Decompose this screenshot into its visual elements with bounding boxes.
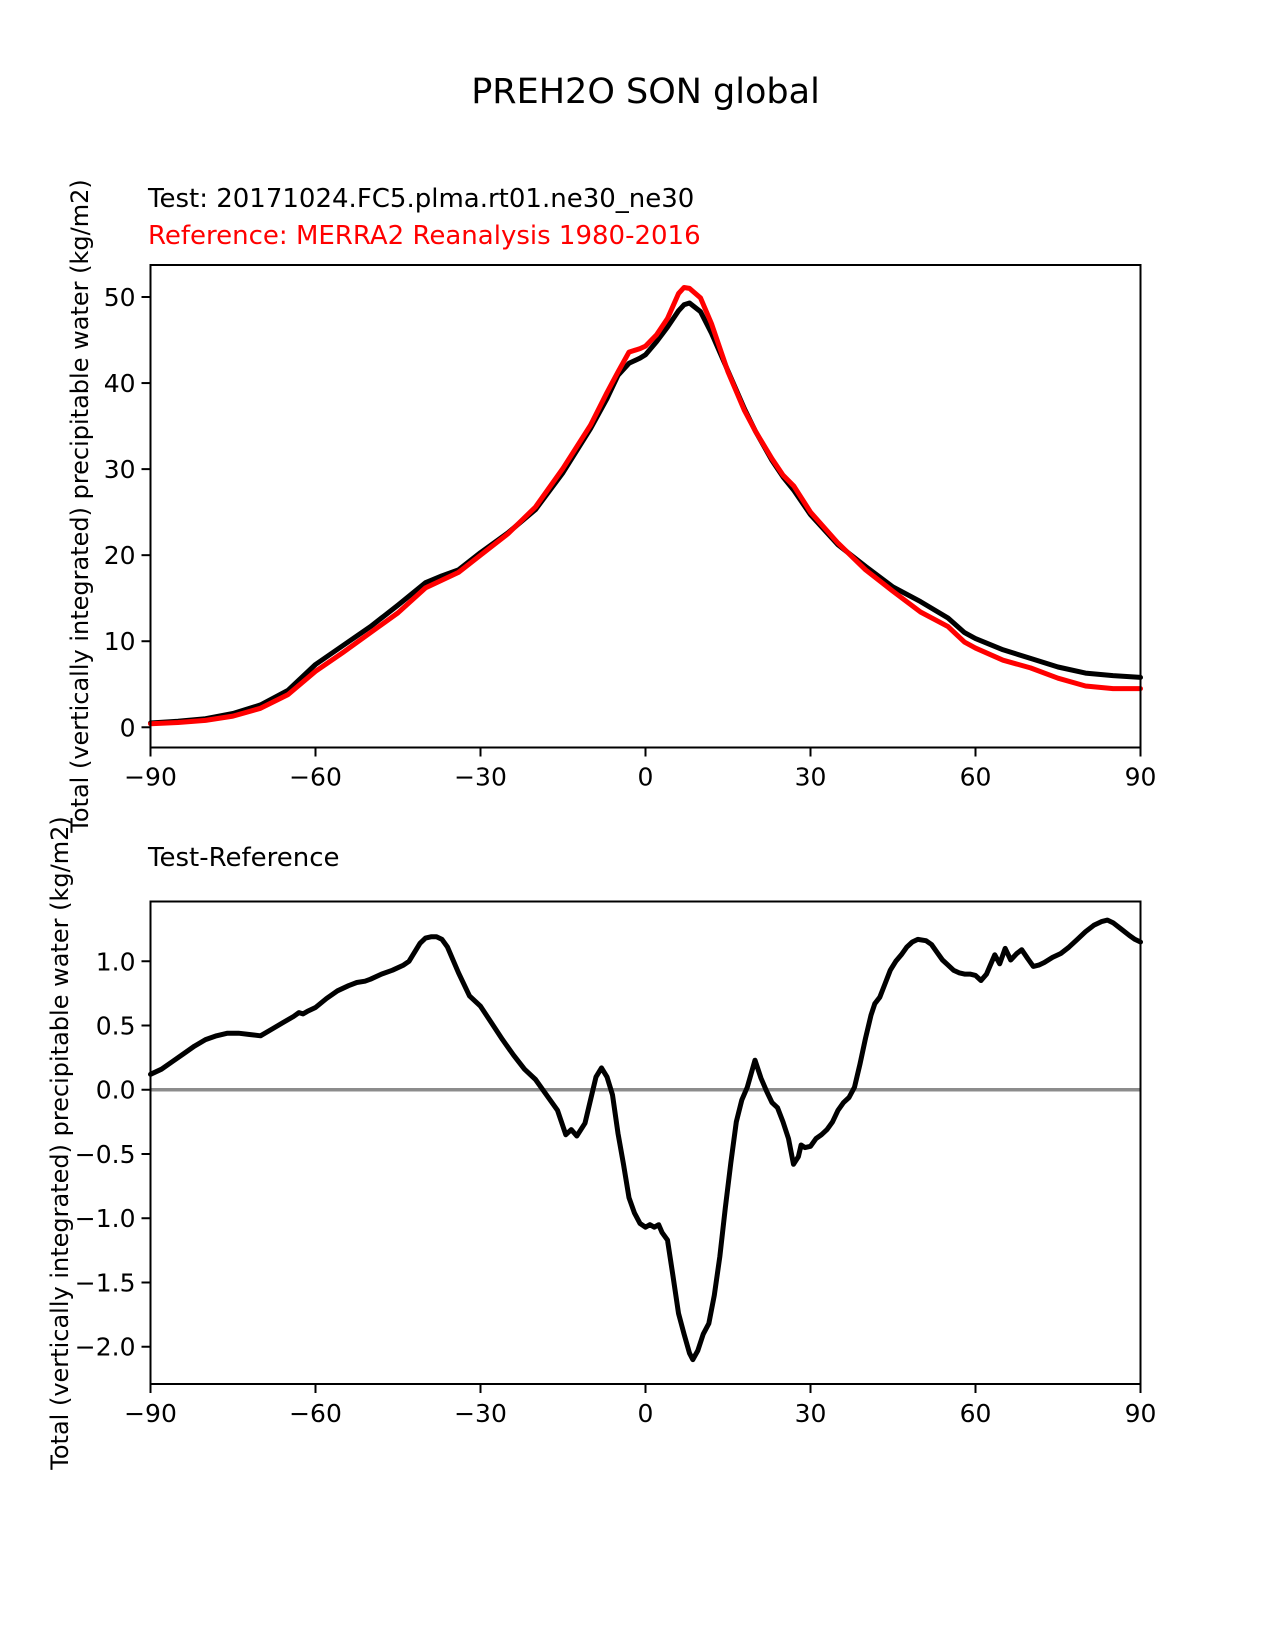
axes-frame [151, 265, 1141, 748]
x-tick-label: 60 [959, 762, 992, 792]
y-tick-label: −2.0 [74, 1332, 136, 1362]
x-tick-label: −30 [454, 762, 507, 792]
y-tick-label: 40 [103, 369, 136, 399]
y-tick-label: 20 [103, 541, 136, 571]
y-tick-label: −1.5 [74, 1268, 136, 1298]
bottom-y-axis-label: Total (vertically integrated) precipitable water (kg/m2) [46, 816, 74, 1470]
y-tick-label: 10 [103, 627, 136, 657]
x-tick-label: −30 [454, 1399, 507, 1428]
y-tick-label: 0 [119, 713, 136, 743]
test-series-line [151, 303, 1141, 723]
top-y-axis-label: Total (vertically integrated) precipitable water (kg/m2) [66, 179, 94, 833]
axes-frame [151, 902, 1141, 1385]
y-tick-label: −1.0 [74, 1204, 136, 1234]
x-tick-label: −60 [289, 762, 342, 792]
y-tick-label: 50 [103, 283, 136, 313]
x-tick-label: −90 [124, 762, 177, 792]
test-reference-series-line [151, 920, 1141, 1360]
x-tick-label: 0 [637, 1399, 654, 1428]
x-tick-label: −60 [289, 1399, 342, 1428]
test-run-label: Test: 20171024.FC5.plma.rt01.ne30_ne30 [148, 184, 695, 214]
x-tick-label: 60 [959, 1399, 992, 1428]
reference-run-label: Reference: MERRA2 Reanalysis 1980-2016 [148, 221, 701, 251]
x-tick-label: 0 [637, 762, 654, 792]
y-tick-label: −0.5 [74, 1139, 136, 1169]
y-tick-label: 0.5 [95, 1011, 136, 1041]
x-tick-label: 90 [1124, 762, 1157, 792]
y-tick-label: 30 [103, 455, 136, 485]
x-tick-label: 90 [1124, 1399, 1157, 1428]
x-tick-label: 30 [794, 762, 827, 792]
figure-title: PREH2O SON global [471, 72, 820, 112]
y-tick-label: 1.0 [95, 947, 136, 977]
x-tick-label: 30 [794, 1399, 827, 1428]
x-tick-label: −90 [124, 1399, 177, 1428]
diff-chart-title: Test-Reference [148, 843, 340, 873]
y-tick-label: 0.0 [95, 1075, 136, 1105]
